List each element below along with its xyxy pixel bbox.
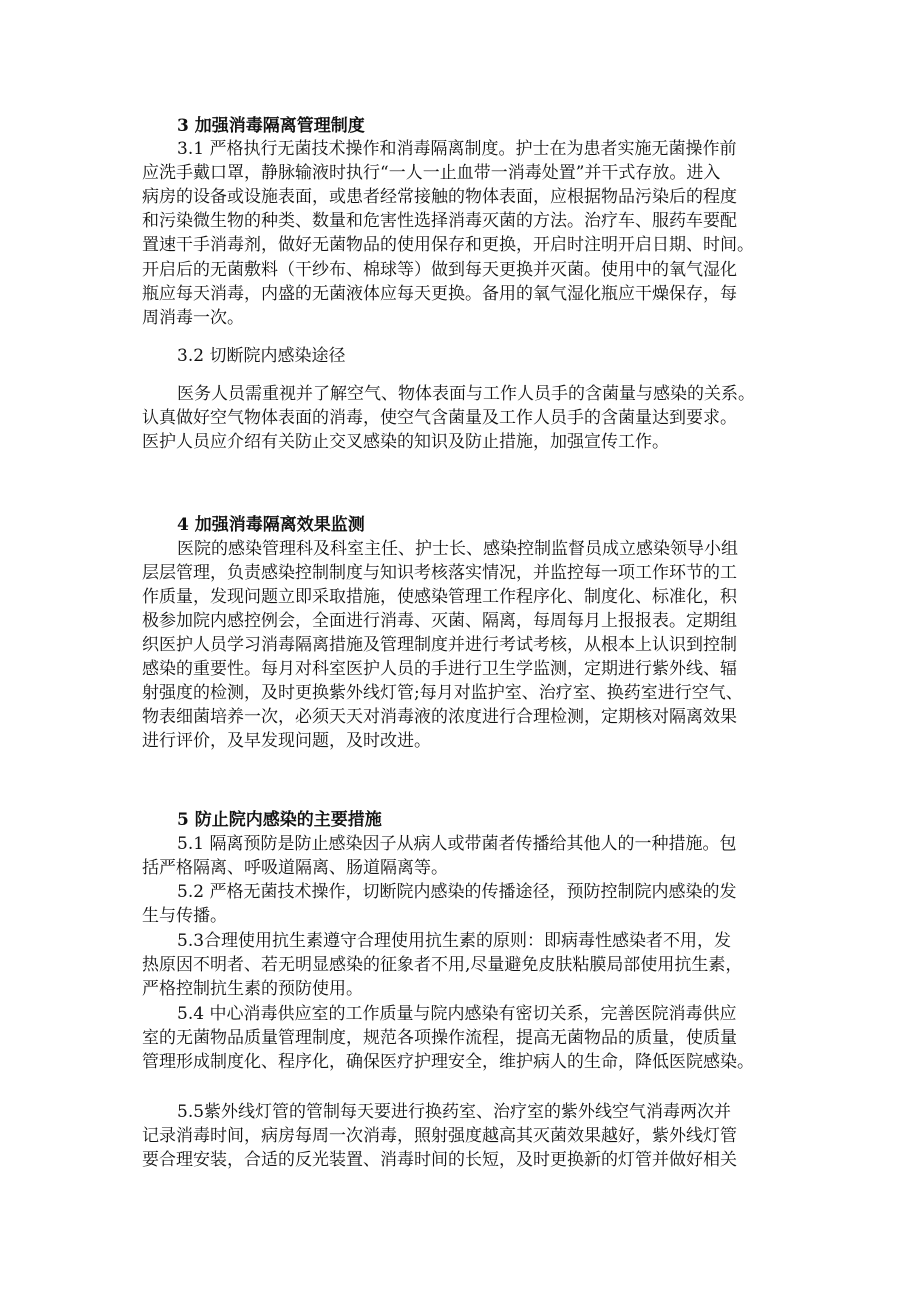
paragraph-line: 作质量，发现问题立即采取措施，使感染管理工作程序化、制度化、标准化，积 [142, 587, 737, 607]
paragraph-line: 括严格隔离、呼吸道隔离、肠道隔离等。 [142, 858, 448, 878]
paragraph-line: 开启后的无菌敷料（干纱布、棉球等）做到每天更换并灭菌。使用中的氧气湿化 [142, 260, 737, 280]
paragraph-line: 5.5紫外线灯管的管制每天要进行换药室、治疗室的紫外线空气消毒两次并 [177, 1102, 732, 1122]
paragraph-line: 和污染微生物的种类、数量和危害性选择消毒灭菌的方法。治疗车、服药车要配 [142, 211, 737, 231]
paragraph-line: 室的无菌物品质量管理制度，规范各项操作流程，提高无菌物品的质量，使质量 [142, 1028, 737, 1048]
paragraph-line: 记录消毒时间，病房每周一次消毒，照射强度越高其灭菌效果越好，紫外线灯管 [142, 1126, 737, 1146]
paragraph-line: 射强度的检测，及时更换紫外线灯管;每月对监护室、治疗室、换药室进行空气、 [142, 683, 743, 703]
paragraph-line: 5.2 严格无菌技术操作，切断院内感染的传播途径，预防控制院内感染的发 [177, 882, 737, 902]
paragraph-line: 进行评价，及早发现问题，及时改进。 [142, 731, 431, 751]
paragraph-line: 应洗手戴口罩，静脉输液时执行“一人一止血带一消毒处置”并干式存放。进入 [142, 163, 721, 183]
paragraph-line: 3.1 严格执行无菌技术操作和消毒隔离制度。护士在为患者实施无菌操作前 [177, 139, 737, 159]
paragraph-line: 层层管理，负责感染控制制度与知识考核落实情况，并监控每一项工作环节的工 [142, 563, 737, 583]
section-5-heading: 5 防止院内感染的主要措施 [177, 810, 382, 830]
paragraph-line: 物表细菌培养一次，必须天天对消毒液的浓度进行合理检测，定期核对隔离效果 [142, 707, 737, 727]
paragraph-line: 5.3合理使用抗生素遵守合理使用抗生素的原则：即病毒性感染者不用，发 [177, 931, 732, 951]
paragraph-line: 置速干手消毒剂，做好无菌物品的使用保存和更换，开启时注明开启日期、时间。 [142, 235, 754, 255]
paragraph-line: 管理形成制度化、程序化，确保医疗护理安全，维护病人的生命，降低医院感染。 [142, 1052, 754, 1072]
paragraph-line: 织医护人员学习消毒隔离措施及管理制度并进行考试考核，从根本上认识到控制 [142, 635, 737, 655]
paragraph-line: 周消毒一次。 [142, 308, 244, 328]
paragraph-line: 医护人员应介绍有关防止交叉感染的知识及防止措施，加强宣传工作。 [142, 432, 669, 452]
paragraph-line: 要合理安装，合适的反光装置、消毒时间的长短，及时更换新的灯管并做好相关 [142, 1150, 737, 1170]
paragraph-line: 认真做好空气物体表面的消毒，使空气含菌量及工作人员手的含菌量达到要求。 [142, 408, 737, 428]
paragraph-line: 病房的设备或设施表面，或患者经常接触的物体表面，应根据物品污染后的程度 [142, 187, 737, 207]
paragraph-line: 极参加院内感控例会，全面进行消毒、灭菌、隔离，每周每月上报报表。定期组 [142, 611, 737, 631]
section-3-heading: 3 加强消毒隔离管理制度 [177, 116, 365, 136]
paragraph-line: 5.4 中心消毒供应室的工作质量与院内感染有密切关系，完善医院消毒供应 [177, 1004, 737, 1024]
paragraph-line: 5.1 隔离预防是防止感染因子从病人或带菌者传播给其他人的一种措施。包 [177, 834, 737, 854]
paragraph-line: 医院的感染管理科及科室主任、护士长、感染控制监督员成立感染领导小组 [177, 539, 738, 559]
paragraph-line: 严格控制抗生素的预防使用。 [142, 979, 363, 999]
paragraph-line: 感染的重要性。每月对科室医护人员的手进行卫生学监测，定期进行紫外线、辐 [142, 659, 737, 679]
paragraph-line: 医务人员需重视并了解空气、物体表面与工作人员手的含菌量与感染的关系。 [177, 384, 755, 404]
paragraph-line: 生与传播。 [142, 906, 227, 926]
paragraph-line: 瓶应每天消毒，内盛的无菌液体应每天更换。备用的氧气湿化瓶应干燥保存，每 [142, 284, 737, 304]
subsection-3-2-heading: 3.2 切断院内感染途径 [177, 346, 346, 366]
paragraph-line: 热原因不明者、若无明显感染的征象者不用,尽量避免皮肤粘膜局部使用抗生素， [142, 955, 743, 975]
section-4-heading: 4 加强消毒隔离效果监测 [177, 515, 365, 535]
